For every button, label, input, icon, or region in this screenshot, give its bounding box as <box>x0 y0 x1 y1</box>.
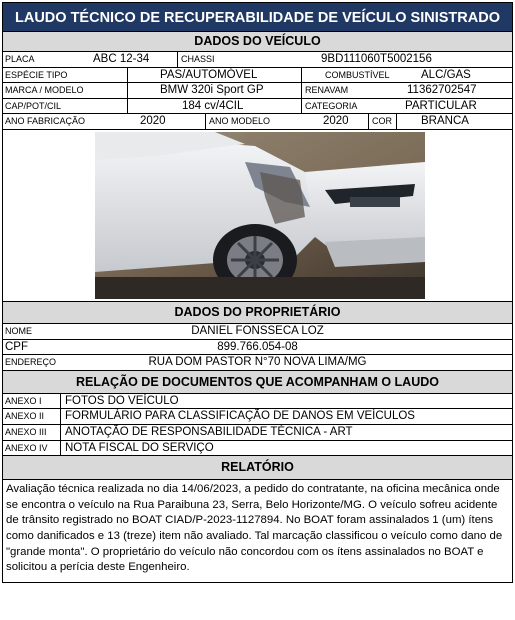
marca-value: BMW 320i Sport GP <box>160 84 264 97</box>
anexo-value: NOTA FISCAL DO SERVIÇO <box>65 441 214 454</box>
row-especie <box>2 68 513 84</box>
row-placa <box>2 52 513 68</box>
categoria-value: PARTICULAR <box>405 99 477 112</box>
row-marca <box>2 83 513 99</box>
row-ano <box>2 114 513 130</box>
report-text: Avaliação técnica realizada no dia 14/06/2023, a pedido do contratante, na oficina mecânica onde se encontra o veículo na Rua Paraibuna 23, Serra, Belo Horizonte/MG. O veículo sofreu acidente de trânsito registrado no BOAT CIAD/P-2023-1127894. No BOAT foram assinalados 1 (um) ítens como danificados e 13 (treze) item não avaliado. Tal marcação classificou o veículo como dano de "grande monta". O proprietário do veículo não concordou com os ítens assinalados no BOAT e solicitou a perícia deste Engenheiro. <box>2 480 513 583</box>
renavam-value: 11362702547 <box>407 84 477 97</box>
combustivel-label: COMBUSTÍVEL <box>325 69 390 80</box>
list-item <box>2 425 513 441</box>
chassi-label: CHASSI <box>181 54 215 64</box>
nome-value: DANIEL FONSSECA LOZ <box>191 324 324 337</box>
list-item <box>2 409 513 425</box>
row-cap <box>2 99 513 115</box>
especie-label: ESPÉCIE TIPO <box>5 69 68 80</box>
cpf-label: CPF <box>5 340 28 353</box>
endereco-value: RUA DOM PASTOR N°70 NOVA LIMA/MG <box>148 356 367 369</box>
ano-mod-label: ANO MODELO <box>209 116 271 127</box>
renavam-label: RENAVAM <box>305 85 349 96</box>
cor-value: BRANCA <box>421 115 469 128</box>
cap-label: CAP/POT/CIL <box>5 100 62 111</box>
endereco-label: ENDEREÇO <box>5 357 57 368</box>
anexo-label: ANEXO I <box>5 395 42 406</box>
anexo-value: FORMULÁRIO PARA CLASSIFICAÇÃO DE DANOS EM VEÍCULOS <box>65 410 415 423</box>
vehicle-photo-frame <box>2 130 513 302</box>
placa-label: PLACA <box>5 54 35 64</box>
documents-section-title: RELAÇÃO DE DOCUMENTOS QUE ACOMPANHAM O LAUDO <box>2 371 513 394</box>
report-section-title: RELATÓRIO <box>2 456 513 480</box>
list-item <box>2 441 513 457</box>
report-page <box>2 2 513 583</box>
anexo-label: ANEXO III <box>5 426 47 437</box>
combustivel-value: ALC/GAS <box>421 68 471 81</box>
row-nome <box>2 324 513 340</box>
placa-value: ABC 12-34 <box>93 53 150 65</box>
vehicle-section-title: DADOS DO VEÍCULO <box>2 32 513 52</box>
ano-mod-value: 2020 <box>323 115 349 128</box>
cpf-value: 899.766.054-08 <box>217 340 298 353</box>
row-endereco <box>2 355 513 371</box>
marca-label: MARCA / MODELO <box>5 85 84 96</box>
cor-label: COR <box>372 116 392 127</box>
ano-fab-label: ANO FABRICAÇÃO <box>5 116 86 127</box>
especie-value: PAS/AUTOMÓVEL <box>160 68 258 81</box>
chassi-value: 9BD111060T5002156 <box>321 53 432 65</box>
list-item <box>2 394 513 410</box>
vehicle-photo <box>95 132 425 299</box>
anexo-value: ANOTAÇÃO DE RESPONSABILIDADE TÉCNICA - ART <box>65 425 353 438</box>
ano-fab-value: 2020 <box>140 115 166 128</box>
cap-value: 184 cv/4CIL <box>182 99 244 112</box>
row-cpf <box>2 340 513 356</box>
page-title: LAUDO TÉCNICO DE RECUPERABILIDADE DE VEÍCULO SINISTRADO <box>2 2 513 32</box>
owner-section-title: DADOS DO PROPRIETÁRIO <box>2 302 513 324</box>
anexo-value: FOTOS DO VEÍCULO <box>65 394 179 407</box>
categoria-label: CATEGORIA <box>305 100 358 111</box>
anexo-label: ANEXO IV <box>5 442 48 453</box>
anexo-label: ANEXO II <box>5 411 45 422</box>
nome-label: NOME <box>5 325 32 336</box>
